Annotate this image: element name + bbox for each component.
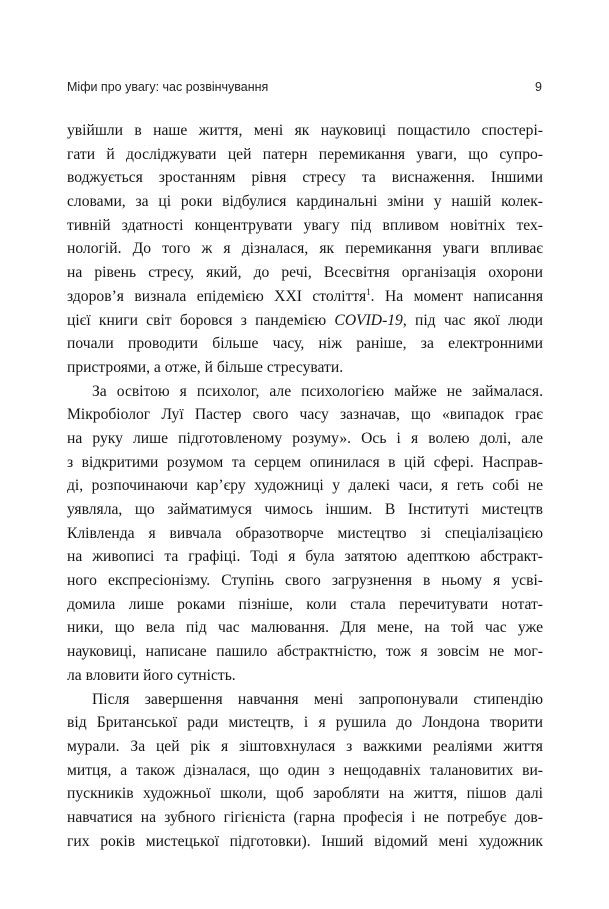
text-line: гати й досліджувати цей патерн перемикання уваги, що супро- — [67, 145, 543, 163]
text-line: За освітою я психолог, але психологією майже не займалася. — [92, 382, 543, 400]
text-line: ного експресіонізму. Ступінь свого загрузнення в ньому я усві- — [67, 572, 543, 590]
text-line: ники, що вела під час малювання. Для мене, на той час уже — [67, 619, 543, 637]
running-title: Міфи про увагу: час розвінчування — [67, 80, 269, 94]
text-line: Після завершення навчання мені запропонували стипендію — [92, 690, 543, 708]
body-text — [67, 119, 543, 853]
text-line: на рівень стресу, який, до речі, Всесвітня організація охорони — [67, 264, 543, 282]
text-line: пристроями, а отже, й більше стресувати. — [67, 358, 344, 376]
text-line: мурали. За цей рік я зіштовхнулася з важкими реаліями життя — [67, 737, 543, 755]
page-number: 9 — [535, 80, 542, 94]
paragraph-2 — [67, 380, 543, 688]
running-head — [67, 79, 542, 95]
text-line: нологій. До того ж я дізналася, як перемикання уваги впливає — [67, 240, 543, 258]
text-line: пускників художньої школи, щоб заробляти на життя, пішов далі — [67, 785, 543, 803]
text-line: ді, розпочинаючи кар’єру художниці у далекі часи, я геть собі не — [67, 477, 543, 495]
text-line: почали проводити більше часу, ніж раніше, за електронними — [67, 335, 543, 353]
text-line: уявляла, що займатимуся чимось іншим. В Інституті мистецтв — [67, 501, 543, 518]
text-line: митця, а також дізналася, що один з нещодавніх талановитих ви- — [67, 761, 543, 779]
text-line: навчатися на зубного гігієніста (гарна професія і не потребує дов- — [67, 808, 543, 826]
text-line: воджується зростанням рівня стресу та виснаження. Іншими — [67, 169, 543, 187]
text-line: увійшли в наше життя, мені як науковиці пощастило спостері- — [67, 122, 543, 139]
text-span: здоров’я визнала епідемією XXI століття — [67, 287, 367, 305]
text-line: гих років мистецької підготовки). Інший відомий мені художник — [67, 832, 543, 850]
text-line: ла вловити його сутність. — [67, 666, 236, 684]
text-line: на руку лише підготовленому розуму». Ось і я волею долі, але — [67, 429, 543, 447]
text-line — [67, 285, 543, 309]
footnote-reference[interactable]: 1 — [366, 286, 371, 297]
covid-term: COVID-19 — [334, 311, 403, 329]
text-span: . На момент написання — [370, 287, 543, 305]
text-line: від Британської ради мистецтв, і я рушила до Лондона творити — [67, 714, 543, 732]
text-line: з відкритими розумом та серцем опинилася в цій сфері. Насправ- — [67, 453, 543, 471]
text-line: словами, за ці роки відбулися кардинальні зміни у нашій колек- — [67, 193, 543, 211]
paragraph-3 — [67, 688, 543, 854]
text-line: Мікробіолог Луї Пастер свого часу зазначав, що «випадок грає — [67, 406, 543, 424]
text-line: на живописі та графіці. Тоді я була затятою адепткою абстракт- — [67, 548, 543, 566]
text-line: Клівленда я вивчала образотворче мистецтво зі спеціалізацією — [67, 524, 543, 542]
text-span: , під час якої люди — [402, 311, 543, 329]
text-span: цієї книги світ боровся з пандемією — [67, 311, 335, 329]
paragraph-1 — [67, 119, 543, 380]
text-line: науковиці, написане пашило абстрактністю, тож я зовсім не мог- — [67, 643, 543, 661]
text-line: домила лише роками пізніше, коли стала перечитувати нотат- — [67, 595, 543, 613]
text-line: тивній здатності концентрувати увагу під впливом новітніх тех- — [67, 216, 543, 234]
text-line — [67, 309, 543, 333]
